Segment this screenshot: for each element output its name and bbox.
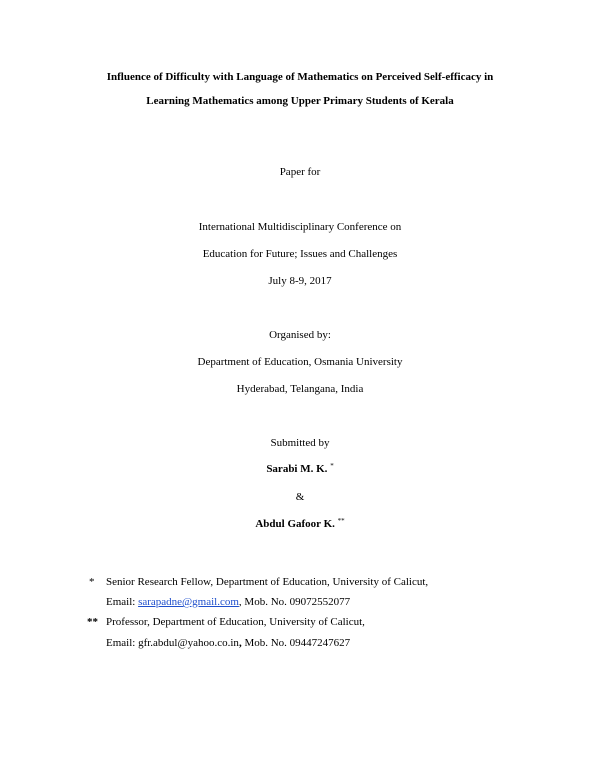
footnote-1-email-label: Email:	[106, 596, 139, 608]
conference-dates: July 8-9, 2017	[268, 275, 332, 287]
footnote-1-email-link[interactable]: sarapadne@gmail.com	[138, 596, 239, 608]
author-separator: &	[295, 491, 305, 503]
footnote-2-comma: ,	[238, 637, 242, 649]
conference-name: International Multidisciplinary Conference on	[198, 221, 402, 233]
organised-by-label: Organised by:	[269, 329, 331, 341]
author-2-name: Abdul Gafoor K.	[255, 518, 335, 530]
organiser-department: Department of Education, Osmania University	[197, 356, 403, 368]
paper-title-line-1: Influence of Difficulty with Language of Mathematics on Perceived Self-efficacy in	[106, 71, 494, 83]
footnote-2-mobile: Mob. No. 09447247627	[241, 637, 351, 649]
author-2	[0, 517, 600, 531]
footnote-2-affiliation: Professor, Department of Education, University of Calicut,	[106, 616, 365, 628]
conference-theme: Education for Future; Issues and Challenges	[202, 248, 398, 260]
author-1	[0, 462, 600, 476]
author-1-footnote-mark: *	[330, 462, 334, 470]
submitted-by-label: Submitted by	[270, 437, 330, 449]
footnote-2-email: Email: gfr.abdul@yahoo.co.in	[106, 637, 239, 649]
footnote-2-contact	[106, 636, 350, 650]
paper-for-label: Paper for	[279, 166, 321, 178]
author-1-name: Sarabi M. K.	[266, 463, 328, 475]
footnote-1-mobile: , Mob. No. 09072552077	[238, 596, 351, 608]
paper-title-line-2: Learning Mathematics among Upper Primary Students of Kerala	[146, 95, 454, 107]
organiser-place: Hyderabad, Telangana, India	[236, 383, 364, 395]
author-2-footnote-mark: **	[337, 517, 345, 525]
footnote-1-contact	[106, 595, 350, 609]
footnote-1-affiliation: Senior Research Fellow, Department of Education, University of Calicut,	[106, 576, 429, 588]
footnote-1-marker: *	[89, 576, 95, 588]
footnote-2-marker: **	[87, 616, 98, 628]
